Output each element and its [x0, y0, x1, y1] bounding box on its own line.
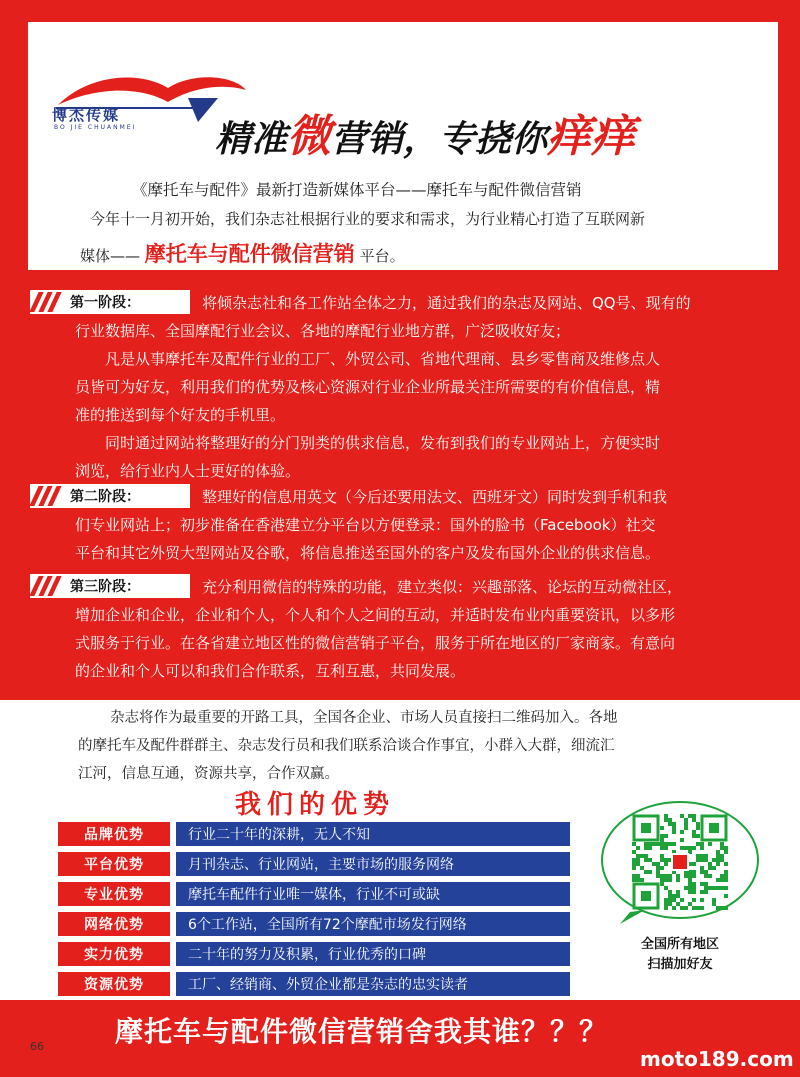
- advantage-label: 专业优势: [58, 882, 170, 906]
- phase-1-line: 行业数据库、全国摩配行业会议、各地的摩配行业地方群，广泛吸收好友；: [75, 322, 571, 340]
- advantage-label: 品牌优势: [58, 822, 170, 846]
- phase-1-line: 浏览，给行业内人士更好的体验。: [75, 462, 301, 480]
- phase-3-line: 增加企业和企业，企业和个人，个人和个人之间的互动，并适时发布业内重要资讯，以多形: [75, 606, 676, 624]
- intro-line-3-pre: 媒体——: [80, 247, 141, 265]
- logo-name: 博杰传媒: [52, 106, 121, 124]
- page-number: 66: [30, 1040, 44, 1053]
- advantage-label: 实力优势: [58, 942, 170, 966]
- advantage-label: 资源优势: [58, 972, 170, 996]
- advantage-value: 月刊杂志、行业网站，主要市场的服务网络: [176, 852, 570, 876]
- phase-2-line: 整理好的信息用英文（今后还要用法文、西班牙文）同时发到手机和我: [202, 488, 668, 506]
- phase-3-line: 的企业和个人可以和我们合作联系，互利互惠，共同发展。: [75, 662, 466, 680]
- phase-3-tag: [30, 574, 190, 598]
- intro-line-3-post: 平台。: [359, 247, 405, 265]
- advantages-title: 我们的优势: [235, 790, 396, 820]
- intro-highlight: 摩托车与配件微信营销: [144, 242, 355, 266]
- phase-1-line: 同时通过网站将整理好的分门别类的供求信息，发布到我们的专业网站上，方便实时: [105, 434, 661, 452]
- phase-2-line: 们专业网站上；初步准备在香港建立分平台以方便登录：国外的脸书（Facebook）社交: [75, 516, 656, 534]
- phase-2-tag: [30, 484, 190, 508]
- closing-line: 杂志将作为最重要的开路工具，全国各企业、市场人员直接扫二维码加入。各地: [110, 710, 618, 726]
- headline-slogan: [215, 100, 635, 164]
- stripes-icon: [34, 576, 64, 596]
- advantage-label: 平台优势: [58, 852, 170, 876]
- qr-caption-line-1: 全国所有地区: [640, 937, 719, 952]
- slogan-part-1: 精准: [215, 119, 288, 160]
- phase-1-line: 准的推送到每个好友的手机里。: [75, 406, 286, 424]
- closing-line: 的摩托车及配件群群主、杂志发行员和我们联系洽谈合作事宜，小群入大群，细流汇: [78, 738, 615, 754]
- advantage-value: 二十年的努力及积累，行业优秀的口碑: [176, 942, 570, 966]
- phase-1-tag: [30, 290, 190, 314]
- stripes-icon: [34, 486, 64, 506]
- advantage-value: 6个工作站，全国所有72个摩配市场发行网络: [176, 912, 570, 936]
- closing-line: 江河，信息互通，资源共享，合作双赢。: [78, 766, 339, 782]
- intro-line-1: 《摩托车与配件》最新打造新媒体平台——摩托车与配件微信营销: [132, 181, 582, 199]
- slogan-part-2: 微: [287, 111, 332, 162]
- phase-2-line: 平台和其它外贸大型网站及谷歌，将信息推送至国外的客户及发布国外企业的供求信息。: [75, 544, 661, 562]
- advantage-value: 工厂、经销商、外贸企业都是杂志的忠实读者: [176, 972, 570, 996]
- advantage-value: 行业二十年的深耕，无人不知: [176, 822, 570, 846]
- advantage-value: 摩托车配件行业唯一媒体，行业不可或缺: [176, 882, 570, 906]
- qr-code-icon: [600, 800, 760, 925]
- intro-line-2: 今年十一月初开始，我们杂志社根据行业的要求和需求，为行业精心打造了互联网新: [90, 210, 646, 228]
- slogan-part-4: 痒痒: [547, 111, 636, 162]
- advantage-label: 网络优势: [58, 912, 170, 936]
- website-watermark: moto189.com: [640, 1047, 794, 1071]
- slogan-part-3: 营销，专挠你: [331, 119, 548, 160]
- qr-caption: [620, 935, 740, 975]
- phase-1-line: 凡是从事摩托车及配件行业的工厂、外贸公司、省地代理商、县乡零售商及维修点人: [105, 350, 661, 368]
- phase-1-line: 将倾杂志社和各工作站全体之力，通过我们的杂志及网站、QQ号、现有的: [202, 294, 691, 312]
- phase-1-label: 第一阶段：: [70, 295, 140, 311]
- stripes-icon: [34, 292, 64, 312]
- logo-subtitle: BO JIE CHUANMEI: [54, 124, 137, 131]
- bottom-slogan: 摩托车与配件微信营销舍我其谁？？？: [115, 1015, 609, 1048]
- phase-3-line: 充分利用微信的特殊的功能，建立类似：兴趣部落、论坛的互动微社区，: [202, 578, 683, 596]
- phase-3-label: 第三阶段：: [70, 579, 140, 595]
- intro-line-3: [80, 238, 405, 268]
- qr-caption-line-2: 扫描加好友: [647, 957, 713, 972]
- phase-1-line: 员皆可为好友，利用我们的优势及核心资源对行业企业所最关注所需要的有价值信息，精: [75, 378, 661, 396]
- phase-2-label: 第二阶段：: [70, 489, 140, 505]
- phase-3-line: 式服务于行业。在各省建立地区性的微信营销子平台，服务于所在地区的厂家商家。有意向: [75, 634, 676, 652]
